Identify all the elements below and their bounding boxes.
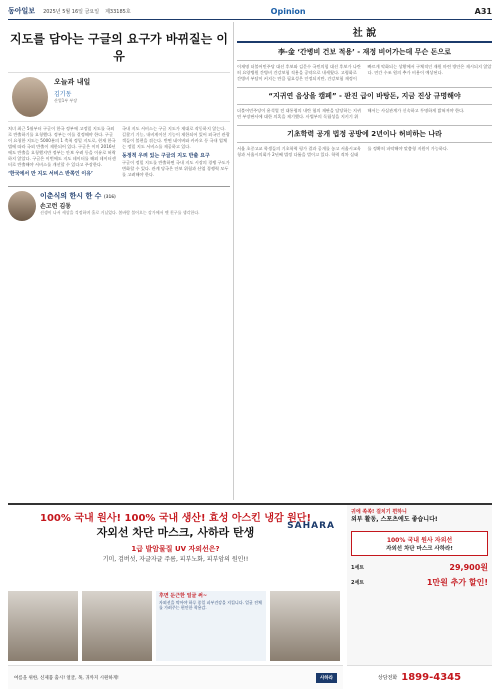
brand-logo: SAHARA: [287, 521, 335, 531]
ad-tagline: 외부 활동, 스포츠에도 좋습니다!: [351, 516, 438, 523]
brand-badge: 사하라: [316, 673, 337, 683]
editorial-headline[interactable]: “지귀연 음상을 캠페” - 판진 급이 바탕돈, 지금 진상 규명해야: [237, 87, 492, 105]
author-name[interactable]: 김기동: [54, 91, 72, 98]
feature-title: 후면 둔근한 얼굴 써~: [159, 593, 208, 599]
option-label: 1세트: [351, 565, 365, 571]
ad-headline: 100% 국내 원사! 100% 국내 생산! 효성 아스킨 냉감 원단!: [39, 513, 312, 524]
subhead: ‘한국에서 만 지도 서비스 반쪽인 이유’: [8, 171, 93, 177]
advertisement[interactable]: [8, 503, 492, 687]
issue-number: 제33185호: [105, 8, 131, 15]
ad-footer: [8, 665, 343, 689]
editorial-headline[interactable]: 李-金 ‘간병비 건보 적용’ - 재정 비어가는데 무슨 돈으로: [237, 43, 492, 61]
body-paragraph: 구글이 정밀 지도를 반출하면 국내 지도 시장의 경쟁 구도가 변화할 수 있다. 관계 당국은 안보 위험과 산업 경쟁력 모두를 고려해야 한다.: [122, 160, 230, 177]
poem-body: 선생이 나서 세상을 걱정하며 홀로 거닐었다. 봄바람 불어오는 강가에서 옛 친구를 생각한다.: [40, 210, 200, 215]
option-label: 2세트: [351, 580, 365, 586]
product-image: [270, 591, 340, 661]
ad-tagline: 귀에 쏙쏙! 걸치기 편하니: [351, 509, 407, 515]
author-title: 산업1부 부장: [54, 98, 78, 103]
editorials: [237, 22, 492, 500]
price-option[interactable]: [347, 575, 492, 590]
ad-subheadline: 자외선 차단 마스크, 사하라 탄생: [96, 526, 255, 539]
phone-contact[interactable]: [347, 665, 492, 689]
ad-uv-title: 1급 발암물질 UV 자외선은?: [131, 545, 220, 553]
editorial-body: 서울 초중고교 학생들의 기초학력 평가 결과 공개를 놓고 서울시교육청과 서울시의회가 2년째 법정 다툼을 벌이고 있다. 학력 격차 실태를 정확히 파악해야 맞춤형 지원이 가능하다.: [237, 146, 449, 157]
byline: [8, 72, 230, 122]
subhead: 동정적 우려 있는 구글의 지도 반출 요구: [122, 153, 210, 159]
feature-box: [156, 591, 266, 661]
feature-text: 자외선을 막아야 하루 종일 피부건강을 지킵니다. 얼굴 전체를 가려주는 편안한 착용감.: [159, 599, 262, 610]
price-option[interactable]: [347, 560, 492, 575]
column-divider: [233, 22, 234, 500]
column-author[interactable]: 이춘식의 한시 한 수: [40, 192, 102, 200]
ad-product-panel: [8, 591, 343, 661]
offer-title: 100% 국내 원사 자외선: [386, 537, 453, 544]
offer-box: [351, 531, 488, 556]
author-photo: [12, 77, 48, 117]
editorial-body: 이재명 더불어민주당 대선 후보와 김문수 국민의힘 대선 후보가 나란히 요양병원 간병비 건강보험 적용을 공약으로 내세웠다. 고령화로 간병비 부담이 커지는 만큼 필요성은 인정되지만, 건강보험 재정이 빠르게 악화되는 상황에서 구체적인 재원 마련 방안은 제시되지 않았다. 연간 수조 원의 추가 비용이 예상된다.: [237, 64, 492, 81]
column-headline[interactable]: 지도를 담아는 구글의 요구가 바뀌질는 이유: [10, 32, 228, 63]
page-number: A31: [474, 6, 492, 16]
column-number: (316): [103, 194, 116, 199]
column-body: [8, 122, 230, 182]
header-rule: [8, 19, 492, 20]
offer-subtitle: 자외선 차단 마스크 사하라!: [386, 546, 453, 552]
poem-column: [8, 186, 230, 221]
editorial-title: 社 說: [237, 22, 492, 43]
section-title: Opinion: [270, 6, 306, 16]
column-name: 오늘과 내일: [54, 78, 91, 86]
poem-title: 손고런 김동: [40, 203, 72, 210]
product-image: [8, 591, 78, 661]
column-article: [8, 22, 230, 500]
option-price: 1만원 추가 할인!: [426, 578, 488, 587]
phone-number[interactable]: 1899-4345: [401, 672, 462, 683]
option-price: 29,900원: [449, 563, 488, 572]
masthead: [8, 4, 492, 18]
editorial-headline[interactable]: 기초학력 공개 법정 공방에 2년이나 허비하는 나라: [237, 125, 492, 143]
ad-order-panel: [347, 505, 492, 689]
issue-date: 2025년 5월 16일 금요일: [43, 8, 100, 15]
body-paragraph: 처녀 최근 5월부터 구글이 한국 정부에 고정밀 지도를 국외로 반출하기를 요청했다. 정부는 이를 결정해야 한다. 구글이 요청한 지도는 5000분의 1 축척 정밀 지도로, 현재 한국 법에 따라 국외 반출이 제한되어 있다. 구글은 이미 2016년에도 반출을 요청했지만 정부는 안보 우려 등을 이유로 허락하지 않았다. 구글은 이번에도 지도 데이터를 해외 데이터센터로 반출해야 서비스를 개선할 수 있다고 주장한다.: [8, 126, 116, 167]
author-photo: [8, 191, 36, 221]
newspaper-logo: 동아일보: [8, 6, 36, 15]
ad-main: [8, 505, 343, 689]
phone-label: 상담전화: [377, 675, 398, 681]
product-image: [82, 591, 152, 661]
body-paragraph: 국내 지도 서비스는 구글 지도가 제대로 작동하지 않는다. 길찾기 기능, 내비게이션 기능이 제한되어 있어 외국인 관광객들이 불편을 겪는다. 반면 네이버와 카카오 등 국내 업체는 정밀 지도 서비스를 제공하고 있다.: [122, 126, 230, 149]
editorial-body: 더불어민주당이 윤석열 전 대통령의 내란 혐의 재판을 담당하는 지귀연 부장판사에 대한 의혹을 제기했다. 사법부의 독립성을 지키기 위해서는 사실관계가 신속하고 투명하게 밝혀져야 한다.: [237, 108, 465, 119]
ad-uv-desc: 기미, 검버섯, 자글자글 주름, 피부노화, 피부암의 원인!!: [102, 556, 249, 563]
ad-footer-text: 여름을 위한, 신제품 출시! 얼굴, 목, 귀까지 시원하게!: [14, 675, 119, 681]
